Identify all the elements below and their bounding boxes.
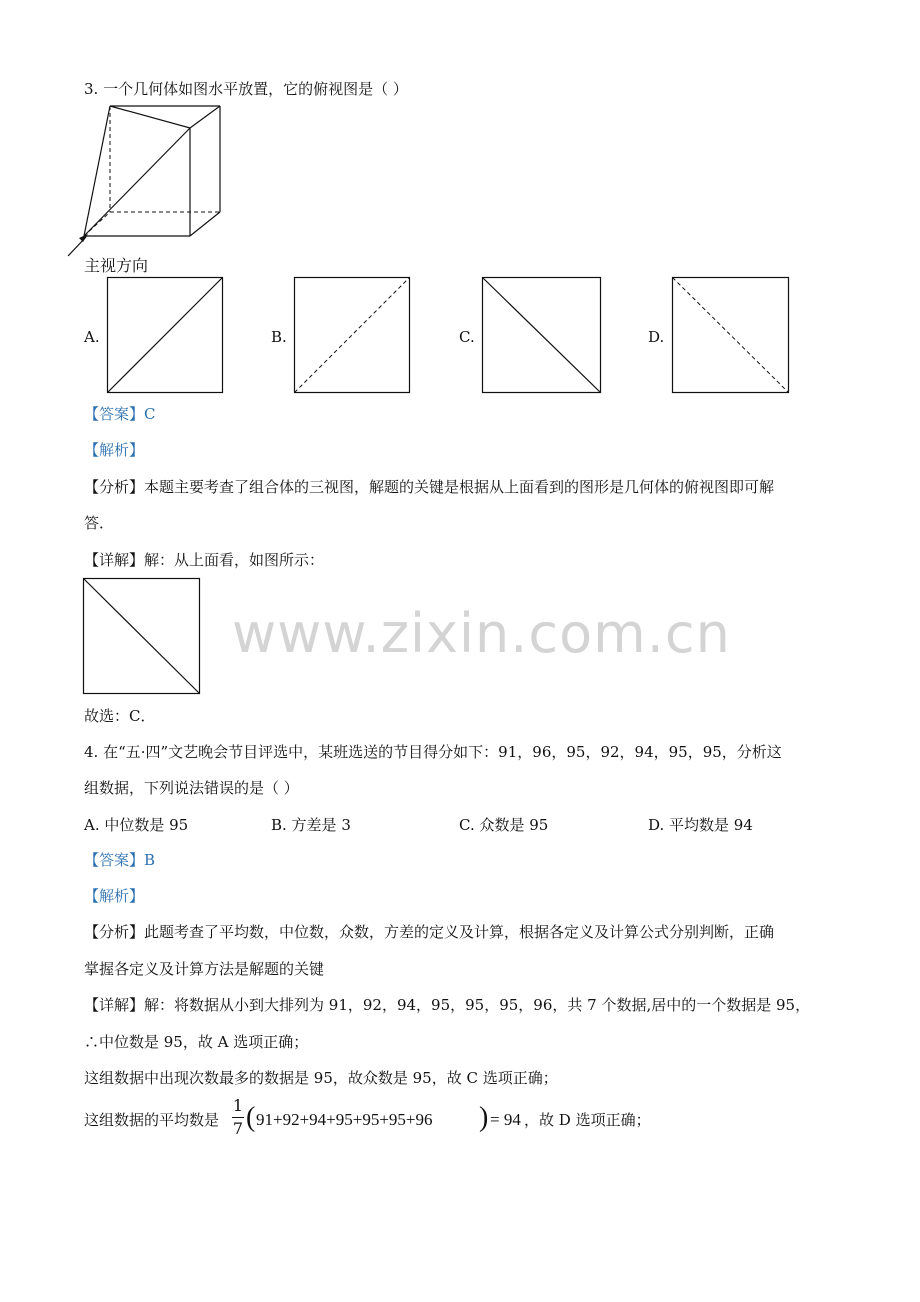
question-4-stem-line2: 组数据，下列说法错误的是（ ） bbox=[84, 779, 299, 797]
mean-expression: 91+92+94+95+95+95+96 bbox=[256, 1110, 433, 1129]
mean-open-paren: ( bbox=[246, 1102, 256, 1133]
option-b-label: B. bbox=[271, 328, 287, 346]
q3-detail: 【详解】解：从上面看，如图所示： bbox=[84, 551, 325, 569]
question-4-stem-line1: 4. 在“五·四”文艺晚会节目评选中，某班选送的节目得分如下：91，96，95，92，94，95，95，分析这 bbox=[84, 743, 782, 761]
q4-analysis-title: 【解析】 bbox=[84, 887, 145, 905]
option-a-figure bbox=[107, 277, 224, 394]
mean-result: = 94 bbox=[490, 1110, 521, 1129]
mean-close-paren: ) bbox=[479, 1102, 489, 1133]
option-a-label: A. bbox=[84, 328, 100, 346]
q4-fenxi-line2: 掌握各定义及计算方法是解题的关键 bbox=[84, 960, 325, 978]
q3-conclusion: 故选：C． bbox=[84, 707, 156, 725]
option-d-figure bbox=[672, 277, 790, 394]
q4-option-a: A. 中位数是 95 bbox=[84, 816, 189, 834]
watermark: www.zixin.com.cn bbox=[232, 602, 731, 665]
q4-option-b: B. 方差是 3 bbox=[271, 816, 351, 834]
q4-fenxi-line1: 【分析】此题考查了平均数，中位数，众数，方差的定义及计算，根据各定义及计算公式分别判断，正确 bbox=[84, 923, 775, 941]
mean-fraction-numerator: 1 bbox=[232, 1096, 244, 1115]
q4-mean-suffix: ，故 D 选项正确； bbox=[524, 1111, 651, 1129]
option-c-figure bbox=[482, 277, 602, 394]
q4-detail-line3: 这组数据中出现次数最多的数据是 95，故众数是 95，故 C 选项正确； bbox=[84, 1069, 558, 1087]
q4-option-c: C. 众数是 95 bbox=[459, 816, 549, 834]
solid-figure bbox=[80, 104, 230, 239]
q4-option-d: D. 平均数是 94 bbox=[648, 816, 753, 834]
q3-analysis-title: 【解析】 bbox=[84, 441, 145, 459]
option-c-label: C. bbox=[459, 328, 475, 346]
question-3-stem: 3. 一个几何体如图水平放置，它的俯视图是（ ） bbox=[84, 80, 408, 98]
q4-detail-line2: ∴中位数是 95，故 A 选项正确； bbox=[84, 1033, 309, 1051]
view-direction-arrow bbox=[36, 230, 86, 260]
q4-answer: 【答案】B bbox=[84, 851, 156, 869]
q4-mean-prefix: 这组数据的平均数是 bbox=[84, 1111, 220, 1129]
mean-fraction-bar bbox=[232, 1117, 244, 1118]
q3-answer bbox=[84, 404, 155, 424]
option-b-figure bbox=[294, 277, 411, 394]
q3-fenxi-line1: 【分析】本题主要考查了组合体的三视图，解题的关键是根据从上面看到的图形是几何体的俯视图即可解 bbox=[84, 478, 775, 496]
q4-detail-line1: 【详解】解：将数据从小到大排列为 91，92，94，95，95，95，96，共 7 个数据,居中的一个数据是 95， bbox=[84, 996, 811, 1014]
q3-solution-figure bbox=[83, 578, 201, 695]
view-direction-label: 主视方向 bbox=[84, 256, 149, 275]
mean-fraction-denominator: 7 bbox=[232, 1119, 244, 1138]
q3-answer-text: 【答案】C bbox=[84, 405, 156, 423]
option-d-label: D. bbox=[648, 328, 665, 346]
q3-fenxi-line2: 答． bbox=[84, 514, 115, 532]
